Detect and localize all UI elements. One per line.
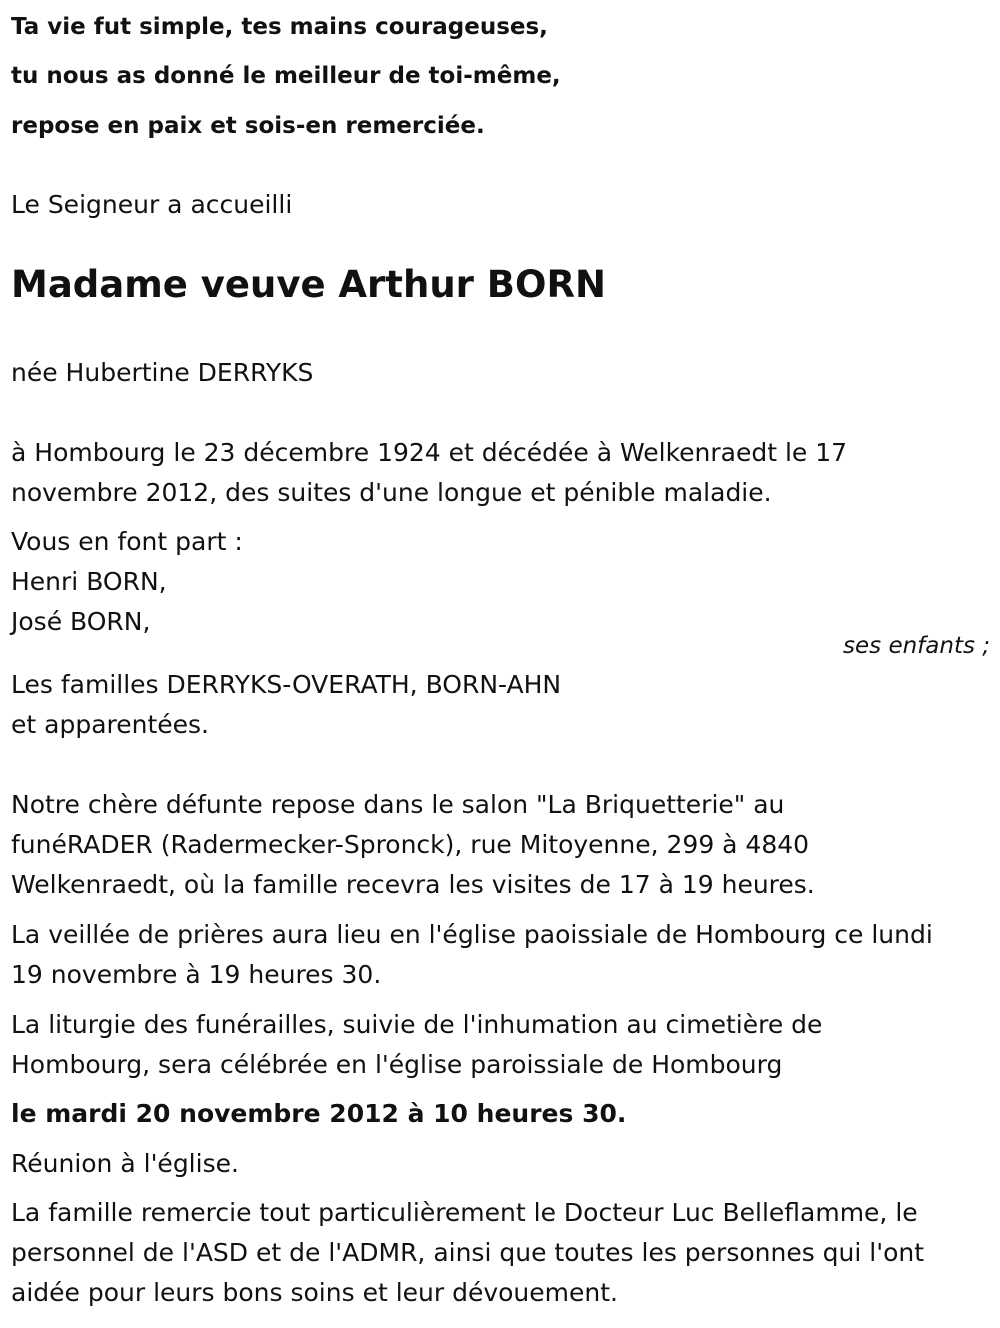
families-line: et apparentées.	[11, 710, 209, 739]
poem-line: tu nous as donné le meilleur de toi-même,	[11, 63, 561, 89]
funeral-date: le mardi 20 novembre 2012 à 10 heures 30.	[11, 1099, 627, 1128]
maiden-name: née Hubertine DERRYKS	[11, 358, 314, 387]
visitation-line: funéRADER (Radermecker-Spronck), rue Mitoyenne, 299 à 4840	[11, 830, 810, 859]
funeral-line: Hombourg, sera célébrée en l'église paroissiale de Hombourg	[11, 1050, 783, 1079]
poem-line: Ta vie fut simple, tes mains courageuses,	[11, 14, 548, 40]
thanks-line: personnel de l'ASD et de l'ADMR, ainsi que toutes les personnes qui l'ont	[11, 1238, 925, 1267]
child-name: Henri BORN,	[11, 567, 167, 596]
children-label: ses enfants ;	[843, 633, 990, 659]
poem-line: repose en paix et sois-en remerciée.	[11, 113, 485, 139]
thanks-line: aidée pour leurs bons soins et leur dévouement.	[11, 1278, 618, 1307]
visitation-line: Welkenraedt, où la famille recevra les visites de 17 à 19 heures.	[11, 870, 815, 899]
intro-text: Le Seigneur a accueilli	[11, 190, 293, 219]
child-name: José BORN,	[11, 607, 151, 636]
meeting-text: Réunion à l'église.	[11, 1149, 239, 1178]
announcement-intro: Vous en font part :	[11, 527, 243, 556]
vigil-line: La veillée de prières aura lieu en l'église paoissiale de Hombourg ce lundi	[11, 920, 933, 949]
thanks-line: La famille remercie tout particulièrement le Docteur Luc Belleflamme, le	[11, 1198, 918, 1227]
birth-death-line: novembre 2012, des suites d'une longue et pénible maladie.	[11, 478, 772, 507]
vigil-line: 19 novembre à 19 heures 30.	[11, 960, 382, 989]
families-line: Les familles DERRYKS-OVERATH, BORN-AHN	[11, 670, 562, 699]
funeral-line: La liturgie des funérailles, suivie de l'inhumation au cimetière de	[11, 1010, 823, 1039]
visitation-line: Notre chère défunte repose dans le salon "La Briquetterie" au	[11, 790, 785, 819]
birth-death-line: à Hombourg le 23 décembre 1924 et décédée à Welkenraedt le 17	[11, 438, 848, 467]
deceased-name: Madame veuve Arthur BORN	[11, 263, 606, 306]
